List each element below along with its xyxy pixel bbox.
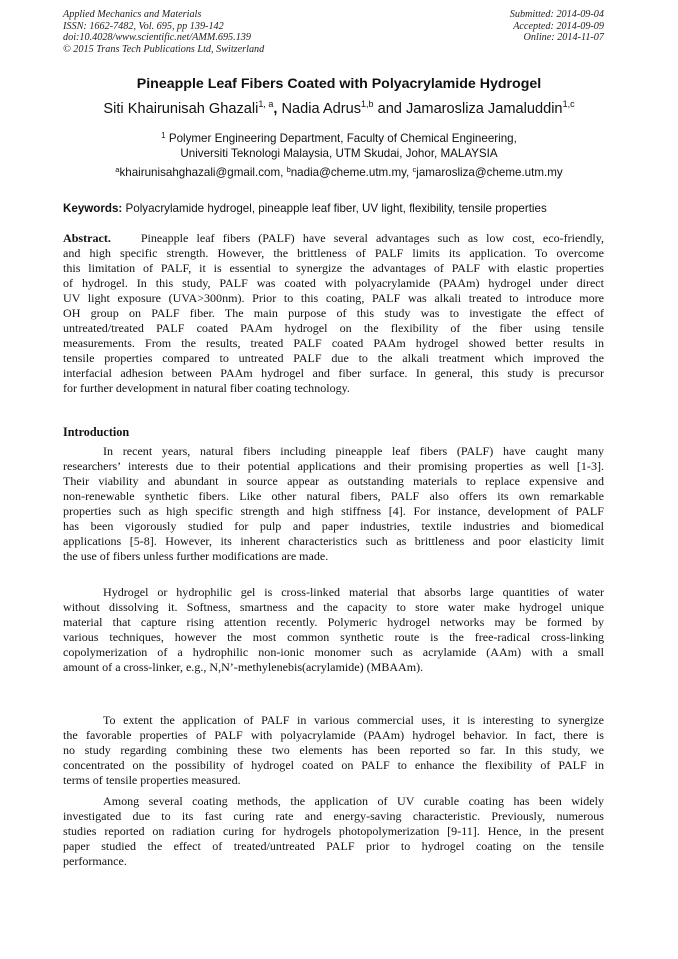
- intro-paragraph: [63, 585, 604, 675]
- paragraph-line: properties such as high specific strength and high stiffness [4]. For instance, development of PALF: [63, 504, 604, 519]
- paragraph-line: material that capture rising attention recently. Polymeric hydrogel networks may be formed by: [63, 615, 604, 630]
- author-sup: 1,b: [361, 99, 374, 109]
- paragraph-line: performance.: [63, 854, 127, 869]
- abstract-line: for further development in natural fiber coating technology.: [63, 381, 350, 396]
- email-sup: a: [115, 165, 120, 174]
- paragraph-line: investigated due to its fast curing rate and energy-saving characteristic. Previously, numerous: [63, 809, 604, 824]
- abstract-line: untreated/treated PALF coated PAAm hydrogel on the flexibility of the fiber using tensile: [63, 321, 604, 336]
- email-link[interactable]: khairunisahghazali@gmail.com: [119, 166, 281, 179]
- abstract-line: tensile properties compared to untreated PALF due to the alkali treatment which improved the: [63, 351, 604, 366]
- intro-paragraph: [63, 794, 604, 869]
- paragraph-line: amount of a cross-linker, e.g., N,N’-methylenebis(acrylamide) (MBAAm).: [63, 660, 424, 675]
- abstract-line: measurements. From the results, treated PALF coated PAAm hydrogel showed better results in: [63, 336, 604, 351]
- paper-title: Pineapple Leaf Fibers Coated with Polyacrylamide Hydrogel: [136, 76, 542, 92]
- author-name: Siti Khairunisah Ghazali: [103, 101, 259, 117]
- author-separator: and: [377, 101, 402, 117]
- paragraph-line: the use of fibers unless further modifications are made.: [63, 549, 329, 564]
- journal-name: Applied Mechanics and Materials: [63, 9, 202, 20]
- journal-issn: ISSN: 1662-7482, Vol. 695, pp 139-142: [63, 20, 224, 32]
- paragraph-line: no study regarding combining these two elements has been reported so far. In this study, we: [63, 743, 604, 758]
- paragraph-line: Hydrogel or hydrophilic gel is cross-linked material that absorbs large quantities of water: [103, 585, 604, 599]
- paragraph-line: has been vigorously studied for pulp and paper industries, textile industries and biomedical: [63, 519, 604, 534]
- date-online: Online: 2014-11-07: [523, 32, 604, 44]
- author-list: [0, 101, 678, 117]
- paragraph-line: the favorable properties of PALF with polyacrylamide (PAAm) hydrogel behavior. In fact, there is: [63, 728, 604, 743]
- paragraph-line: various techniques, however the most common synthetic route is the free-radical cross-linking: [63, 630, 604, 645]
- affiliation: [0, 131, 678, 161]
- abstract-line: this limitation of PALF, it is essential to synergize the advantages of PALF with elastic properties: [63, 261, 604, 276]
- abstract-line: UV light exposure (UVA>300nm). Prior to this coating, PALF was alkali treated to introduce more: [63, 291, 604, 306]
- paragraph-line: without dissolving it. Softness, smartness and the capacity to store water make hydrogel unique: [63, 600, 604, 615]
- email-sup: b: [286, 165, 291, 174]
- paragraph-line: copolymerization of a hydrophilic non-ionic monomer such as acrylamide (AAm) with a small: [63, 645, 604, 660]
- paragraph-line: In recent years, natural fibers including pineapple leaf fibers (PALF) have caught many: [103, 444, 604, 458]
- publication-dates: [510, 9, 604, 44]
- section-heading: Introduction: [63, 425, 130, 439]
- intro-paragraph: [63, 444, 604, 564]
- journal-info: [63, 9, 264, 55]
- paragraph-line: terms of tensile properties measured.: [63, 773, 241, 788]
- abstract: [63, 231, 604, 397]
- abstract-line: OH group on PALF fiber. The main purpose of this study was to investigate the effect of: [63, 306, 604, 321]
- paragraph-line: researchers’ interests due to their potential applications and their promising properties as well [1-3].: [63, 459, 604, 474]
- keywords-label: Keywords:: [63, 202, 123, 215]
- abstract-line: interfacial adhesion between PAAm hydrogel and fiber surface. In general, this study is precursor: [63, 366, 604, 381]
- affiliation-line: Universiti Teknologi Malaysia, UTM Skudai, Johor, MALAYSIA: [180, 147, 498, 160]
- date-submitted: Submitted: 2014-09-04: [509, 9, 604, 20]
- email-link[interactable]: jamarosliza@cheme.utm.my: [416, 166, 563, 179]
- paragraph-line: To extent the application of PALF in various commercial uses, it is interesting to synergize: [103, 713, 604, 727]
- abstract-label: Abstract.: [63, 231, 111, 245]
- paragraph-line: Among several coating methods, the application of UV curable coating has been widely: [103, 794, 604, 808]
- paragraph-line: non-renewable synthetic fibers. Like other natural fibers, PALF also offers its own remarkable: [63, 489, 604, 504]
- abstract-line: and high specific strength. However, the brittleness of PALF limits its application. To overcome: [63, 246, 604, 261]
- abstract-line: of hydrogel. In this study, PALF was coated with polyacrylamide (PAAm) hydrogel under direct: [63, 276, 604, 291]
- paragraph-line: paper studied the effect of treated/untreated PALF prior to hydrogel coating on the tensile: [63, 839, 604, 854]
- paragraph-line: studies reported on radiation curing for hydrogels photopolymerization [9-11]. Hence, in the present: [63, 824, 604, 839]
- keywords: [63, 202, 604, 215]
- date-accepted: Accepted: 2014-09-09: [513, 20, 604, 32]
- author-name: Nadia Adrus: [281, 101, 361, 117]
- paragraph-line: Their viability and abundant in source appear as outstanding materials to replace expensive and: [63, 474, 604, 489]
- author-separator: ,: [273, 101, 278, 117]
- keywords-text: Polyacrylamide hydrogel, pineapple leaf fiber, UV light, flexibility, tensile properties: [125, 202, 547, 215]
- email-sup: c: [412, 165, 417, 174]
- paragraph-line: concentrated on the possibility of hydrogel coated on PALF to enhance the flexibility of PALF in: [63, 758, 604, 773]
- intro-paragraph: [63, 713, 604, 788]
- author-sup: 1,c: [562, 99, 575, 109]
- journal-copyright: © 2015 Trans Tech Publications Ltd, Switzerland: [63, 43, 265, 55]
- abstract-line: Abstract. Pineapple leaf fibers (PALF) have several advantages such as low cost, eco-friendly,: [63, 231, 604, 245]
- affiliation-sup: 1: [161, 131, 166, 140]
- author-emails: $^a$khairunisahghazali@gmail.com, $^b$nadia@cheme.utm.my, $^c$jamarosliza@cheme.utm.my: [115, 165, 563, 179]
- author-sup: 1, a: [258, 99, 274, 109]
- email-link[interactable]: nadia@cheme.utm.my: [290, 166, 407, 179]
- paragraph-line: applications [5-8]. However, its inherent characteristics such as brittleness and poor elasticity limit: [63, 534, 604, 549]
- author-name: Jamarosliza Jamaluddin: [406, 101, 563, 117]
- journal-doi: doi:10.4028/www.scientific.net/AMM.695.139: [63, 32, 251, 44]
- affiliation-line: Polymer Engineering Department, Faculty of Chemical Engineering,: [168, 132, 517, 145]
